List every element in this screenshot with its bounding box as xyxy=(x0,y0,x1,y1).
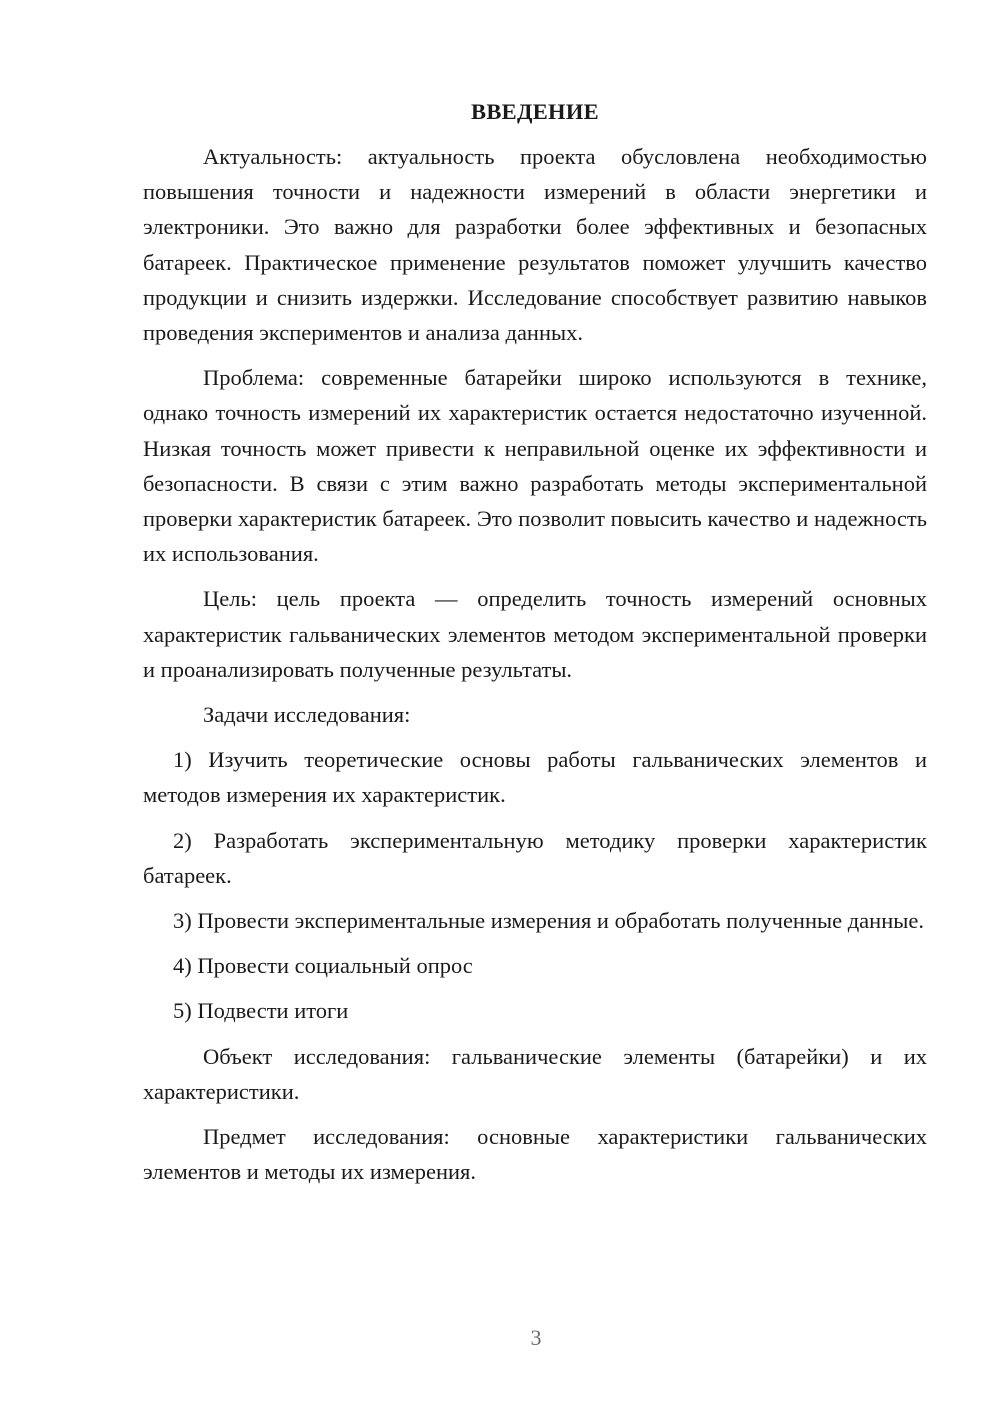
paragraph-problem: Проблема: современные батарейки широко используются в технике, однако точность измерений их характеристик остается недостаточно изученной. Низкая точность может привести к неправильной оценке их эффективности и безопасности. В связи с этим важно разработать методы экспериментальной проверки характеристик батареек. Это позволит повысить качество и надежность их использования. xyxy=(143,365,927,567)
paragraph-subject: Предмет исследования: основные характеристики гальванических элементов и методы их измерения. xyxy=(143,1124,927,1185)
paragraph-goal: Цель: цель проекта — определить точность измерений основных характеристик гальванических элементов методом экспериментальной проверки и проанализировать полученные результаты. xyxy=(143,586,927,682)
page-content xyxy=(143,96,927,1199)
page-number: 3 xyxy=(530,1325,542,1350)
paragraph-relevance: Актуальность: актуальность проекта обусловлена необходимостью повышения точности и надежности измерений в области энергетики и электроники. Это важно для разработки более эффективных и безопасных батареек. Практическое применение результатов поможет улучшить качество продукции и снизить издержки. Исследование способствует развитию навыков проведения экспериментов и анализа данных. xyxy=(143,144,927,346)
paragraph-object: Объект исследования: гальванические элементы (батарейки) и их характеристики. xyxy=(143,1043,927,1104)
task-item-2: 2) Разработать экспериментальную методику проверки характеристик батареек. xyxy=(143,827,927,888)
paragraph-tasks-heading: Задачи исследования: xyxy=(203,702,411,728)
section-title: ВВЕДЕНИЕ xyxy=(471,99,599,124)
task-item-1: 1) Изучить теоретические основы работы гальванических элементов и методов измерения их характеристик. xyxy=(143,747,927,808)
task-item-5: 5) Подвести итоги xyxy=(173,998,349,1024)
task-item-4: 4) Провести социальный опрос xyxy=(173,953,473,979)
task-item-3: 3) Провести экспериментальные измерения и обработать полученные данные. xyxy=(173,908,924,934)
